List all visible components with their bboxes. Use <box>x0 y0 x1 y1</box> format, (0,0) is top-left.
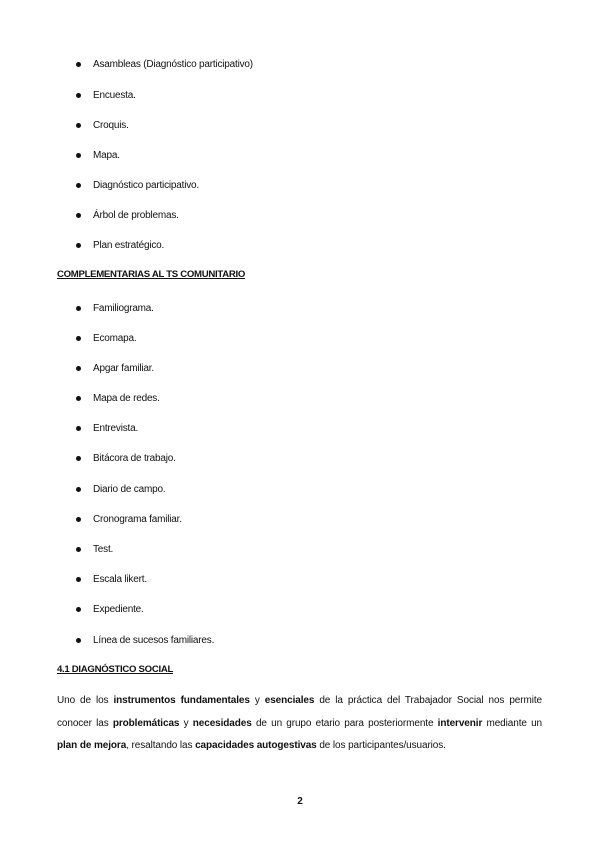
item-label: Bitácora de trabajo <box>93 452 174 464</box>
list-item <box>76 238 164 252</box>
list-item <box>76 208 179 222</box>
item-label: Familiograma <box>93 302 152 314</box>
item-suffix: . <box>133 89 136 101</box>
item-suffix: . <box>151 302 154 314</box>
list-item <box>76 148 120 162</box>
item-label: Diario de campo <box>93 483 163 495</box>
item-label: Test <box>93 543 111 555</box>
paragraph-run: de los participantes/usuarios. <box>316 740 446 751</box>
item-label: Mapa de redes <box>93 392 158 404</box>
bullet-icon <box>76 123 81 128</box>
bullet-icon <box>76 487 81 492</box>
paragraph-run: de la práctica del Trabajador Social nos permite conocer las <box>57 695 542 729</box>
paragraph-run-bold: necesidades <box>192 717 252 729</box>
bullet-icon <box>76 517 81 522</box>
list-item <box>76 633 214 647</box>
list-item <box>76 512 182 526</box>
item-label: Mapa <box>93 149 118 161</box>
paragraph-run: , resaltando las <box>126 740 196 751</box>
item-label: Apgar familiar <box>93 362 152 374</box>
section-heading-complementarias: COMPLEMENTARIAS AL TS COMUNITARIO <box>57 269 246 280</box>
bullet-icon <box>76 547 81 552</box>
item-suffix: . <box>126 119 129 131</box>
bullet-icon <box>76 153 81 158</box>
item-suffix: . <box>179 513 182 525</box>
item-suffix: . <box>211 634 215 646</box>
bullet-icon <box>76 638 81 643</box>
item-suffix: . <box>196 179 199 191</box>
item-suffix: . <box>176 209 179 221</box>
list-item <box>76 118 129 132</box>
diagnostico-paragraph <box>57 690 542 758</box>
item-label: Encuesta <box>93 89 134 101</box>
list-item <box>76 57 253 71</box>
paragraph-run-bold: instrumentos fundamentales <box>113 695 250 706</box>
item-label: Árbol de problemas <box>93 209 177 221</box>
item-suffix: . <box>157 392 160 404</box>
list-item <box>76 572 147 586</box>
item-suffix: (Diagnóstico participativo) <box>140 58 253 70</box>
item-suffix: . <box>173 452 176 464</box>
item-label: Ecomapa <box>93 332 134 344</box>
list-item <box>76 301 154 315</box>
paragraph-run-bold: esenciales <box>264 695 315 706</box>
list-item <box>76 178 199 192</box>
section-heading-diagnostico: 4.1 DIAGNÓSTICO SOCIAL <box>57 664 174 675</box>
item-label: Plan estratégico <box>93 239 162 251</box>
paragraph-run: y <box>179 717 193 729</box>
bullet-icon <box>76 336 81 341</box>
list-item <box>76 542 113 556</box>
item-label: Asambleas <box>93 58 141 70</box>
bullet-icon <box>76 93 81 98</box>
page-number: 2 <box>297 796 303 807</box>
bullet-icon <box>76 607 81 612</box>
item-suffix: . <box>151 362 154 374</box>
list-item <box>76 421 138 435</box>
item-suffix: . <box>161 239 165 251</box>
list-item <box>76 482 165 496</box>
bullet-icon <box>76 62 81 67</box>
list-item <box>76 331 136 345</box>
bullet-icon <box>76 426 81 431</box>
item-suffix: . <box>135 422 139 434</box>
item-label: Línea de sucesos familiares <box>93 634 212 646</box>
item-suffix: . <box>141 603 144 615</box>
item-suffix: . <box>110 543 114 555</box>
bullet-icon <box>76 306 81 311</box>
paragraph-run: y <box>249 695 265 706</box>
item-label: Diagnóstico participativo <box>93 179 197 191</box>
list-item <box>76 602 144 616</box>
bullet-icon <box>76 366 81 371</box>
item-label: Croquis <box>93 119 127 131</box>
bullet-icon <box>76 243 81 248</box>
item-label: Entrevista <box>93 422 136 434</box>
list-item <box>76 451 176 465</box>
bullet-icon <box>76 183 81 188</box>
paragraph-run-bold: intervenir <box>437 717 483 729</box>
paragraph-run: Uno de los <box>57 695 114 706</box>
item-label: Escala likert <box>93 573 145 585</box>
list-item <box>76 361 154 375</box>
item-suffix: . <box>162 483 166 495</box>
item-suffix: . <box>133 332 137 344</box>
item-label: Cronograma familiar <box>93 513 180 525</box>
bullet-icon <box>76 456 81 461</box>
list-item <box>76 391 160 405</box>
list-item <box>76 88 136 102</box>
paragraph-run-bold: plan de mejora <box>57 740 127 751</box>
item-label: Expediente <box>93 603 142 615</box>
bullet-icon <box>76 396 81 401</box>
paragraph-run: mediante un <box>482 717 542 729</box>
bullet-icon <box>76 213 81 218</box>
item-suffix: . <box>117 149 120 161</box>
item-suffix: . <box>144 573 147 585</box>
bullet-icon <box>76 577 81 582</box>
paragraph-run-bold: problemáticas <box>112 717 180 729</box>
paragraph-run-bold: capacidades autogestivas <box>195 740 317 751</box>
paragraph-run: de un grupo etario para posteriormente <box>251 717 438 729</box>
